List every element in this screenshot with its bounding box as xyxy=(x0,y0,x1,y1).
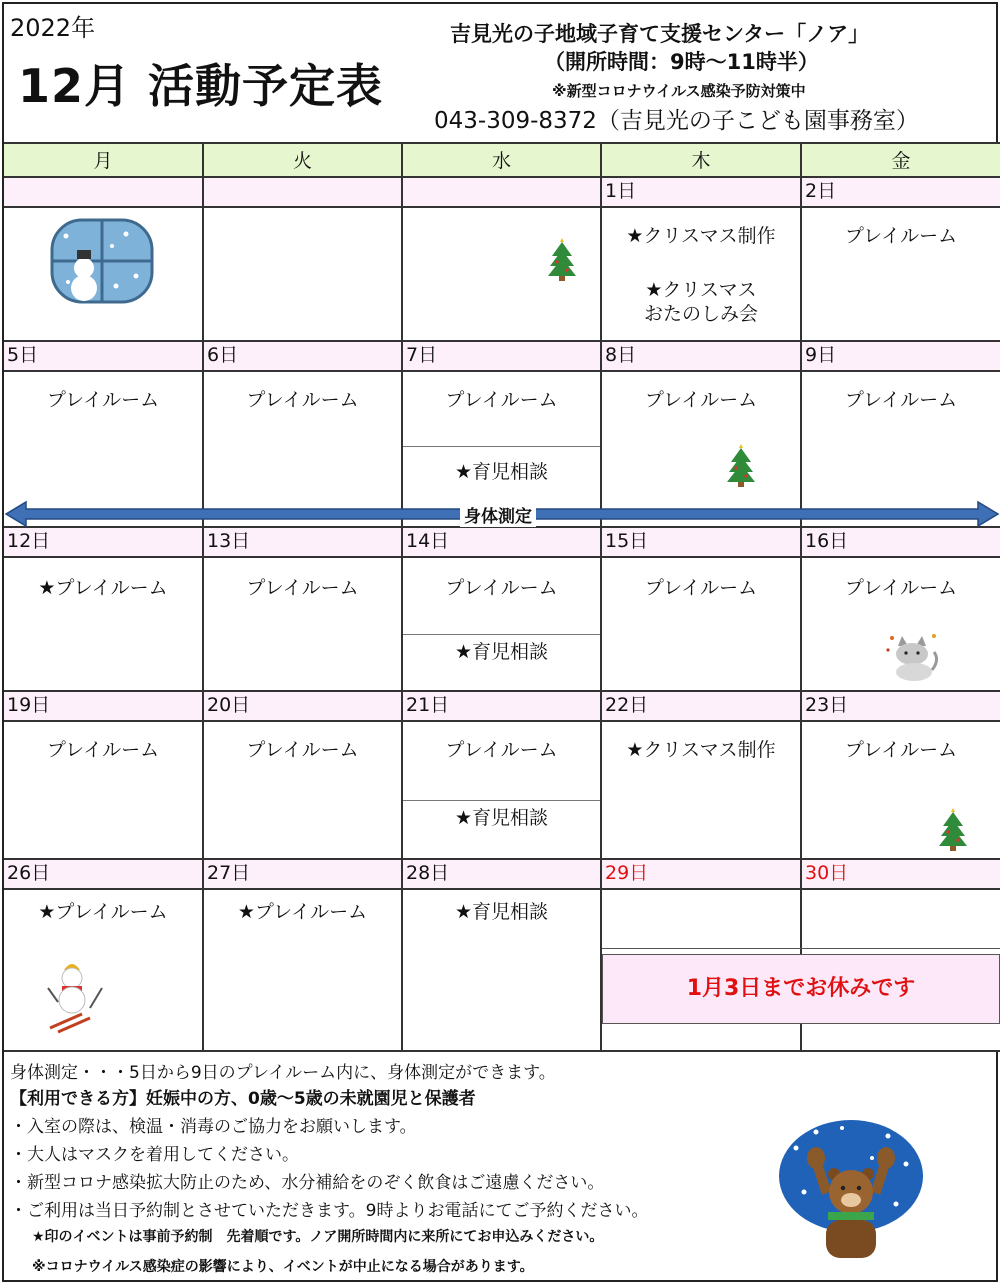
note-item: ・新型コロナ感染拡大防止のため、水分補給をのぞく飲食はご遠慮ください。 xyxy=(10,1173,605,1193)
event-label: ★クリスマス制作 xyxy=(626,225,776,247)
skiing-snowman-icon xyxy=(40,958,114,1034)
christmas-tree-icon xyxy=(547,238,577,282)
event-label: ★育児相談 xyxy=(454,641,549,663)
day-cell xyxy=(403,208,602,342)
christmas-tree-icon xyxy=(938,808,968,852)
day-cell xyxy=(204,208,403,342)
weekday-tue: 火 xyxy=(204,142,403,178)
year-label: 2022年 xyxy=(10,14,96,42)
date-cell: 28日 xyxy=(403,860,602,890)
cell-divider xyxy=(602,948,1000,949)
date-cell xyxy=(4,178,204,208)
phone-number: 043-309-8372（吉見光の子こども園事務室） xyxy=(434,108,919,134)
day-cell xyxy=(4,722,204,860)
date-cell: 16日 xyxy=(802,528,1000,558)
page-header xyxy=(4,4,1000,142)
cancellation-note: ※コロナウイルス感染症の影響により、イベントが中止になる場合があります。 xyxy=(32,1259,534,1275)
day-cell xyxy=(403,722,602,860)
date-cell: 14日 xyxy=(403,528,602,558)
christmas-tree-icon xyxy=(726,444,756,488)
opening-hours: （開所時間：9時～11時半） xyxy=(544,50,819,74)
event-label: ★育児相談 xyxy=(454,807,549,829)
cell-divider xyxy=(403,634,600,635)
date-cell: 27日 xyxy=(204,860,403,890)
event-label: プレイルーム xyxy=(844,225,958,247)
snowman-window-icon xyxy=(46,216,158,306)
event-label: ★クリスマス制作 xyxy=(626,739,776,761)
eligibility-note: 【利用できる方】妊娠中の方、0歳～5歳の未就園児と保護者 xyxy=(10,1089,476,1109)
date-cell: 20日 xyxy=(204,692,403,722)
date-cell: 9日 xyxy=(802,342,1000,372)
date-cell xyxy=(204,178,403,208)
date-cell xyxy=(403,178,602,208)
event-label: ★プレイルーム xyxy=(38,901,168,923)
date-cell-holiday: 30日 xyxy=(802,860,1000,890)
date-cell: 1日 xyxy=(602,178,802,208)
event-label: ★プレイルーム xyxy=(237,901,368,923)
weekday-wed: 水 xyxy=(403,142,602,178)
event-label: おたのしみ会 xyxy=(643,303,758,325)
event-label: プレイルーム xyxy=(844,389,958,411)
event-label: ★プレイルーム xyxy=(38,577,168,599)
body-measurement-note: 身体測定・・・5日から9日のプレイルーム内に、身体測定ができます。 xyxy=(10,1063,556,1083)
date-cell: 21日 xyxy=(403,692,602,722)
calendar-page xyxy=(2,2,998,1282)
day-cell xyxy=(802,558,1000,692)
note-item: ・ご利用は当日予約制とさせていただきます。9時よりお電話にてご予約ください。 xyxy=(10,1201,649,1221)
event-label: ★クリスマス xyxy=(645,279,757,301)
day-cell xyxy=(403,890,602,1052)
event-label: プレイルーム xyxy=(644,389,758,411)
date-cell: 19日 xyxy=(4,692,204,722)
event-label: プレイルーム xyxy=(246,739,359,761)
note-item: ・大人はマスクを着用してください。 xyxy=(10,1145,299,1165)
event-label: プレイルーム xyxy=(246,577,359,599)
date-cell: 2日 xyxy=(802,178,1000,208)
weekday-mon: 月 xyxy=(4,142,204,178)
date-cell: 8日 xyxy=(602,342,802,372)
day-cell xyxy=(204,722,403,860)
center-name: 吉見光の子地域子育て支援センター「ノア」 xyxy=(450,22,870,46)
event-label: プレイルーム xyxy=(445,739,558,761)
day-cell xyxy=(403,558,602,692)
day-cell xyxy=(602,208,802,342)
date-cell: 7日 xyxy=(403,342,602,372)
day-cell xyxy=(602,558,802,692)
event-label: プレイルーム xyxy=(644,577,758,599)
body-measurement-label: 身体測定 xyxy=(460,502,536,527)
event-label: プレイルーム xyxy=(844,577,958,599)
event-label: プレイルーム xyxy=(246,389,359,411)
reservation-note: ★印のイベントは事前予約制 先着順です。ノア開所時間内に来所にてお申込みください。 xyxy=(32,1229,604,1245)
date-cell: 22日 xyxy=(602,692,802,722)
event-label: プレイルーム xyxy=(46,389,160,411)
page-title: 12月 活動予定表 xyxy=(18,59,384,113)
event-label: ★育児相談 xyxy=(454,461,549,483)
date-cell: 5日 xyxy=(4,342,204,372)
cell-divider xyxy=(403,800,600,801)
date-cell: 6日 xyxy=(204,342,403,372)
holiday-banner: 1月3日までお休みです xyxy=(602,954,1000,1024)
day-cell xyxy=(4,890,204,1052)
event-label: プレイルーム xyxy=(46,739,160,761)
day-cell xyxy=(802,208,1000,342)
date-cell-holiday: 29日 xyxy=(602,860,802,890)
weekday-fri: 金 xyxy=(802,142,1000,178)
date-cell: 26日 xyxy=(4,860,204,890)
day-cell xyxy=(204,890,403,1052)
date-cell: 23日 xyxy=(802,692,1000,722)
footer-notes xyxy=(4,1054,1000,1284)
event-label: プレイルーム xyxy=(445,577,558,599)
covid-notice: ※新型コロナウイルス感染予防対策中 xyxy=(552,82,806,100)
day-cell xyxy=(602,722,802,860)
date-cell: 15日 xyxy=(602,528,802,558)
cell-divider xyxy=(403,446,600,447)
day-cell xyxy=(802,722,1000,860)
day-cell xyxy=(4,208,204,342)
event-label: ★育児相談 xyxy=(454,901,549,923)
event-label: プレイルーム xyxy=(844,739,958,761)
day-cell xyxy=(4,558,204,692)
note-item: ・入室の際は、検温・消毒のご協力をお願いします。 xyxy=(10,1117,417,1137)
bear-snow-icon xyxy=(776,1118,926,1268)
event-label: プレイルーム xyxy=(445,389,558,411)
date-cell: 13日 xyxy=(204,528,403,558)
weekday-thu: 木 xyxy=(602,142,802,178)
day-cell xyxy=(204,558,403,692)
date-cell: 12日 xyxy=(4,528,204,558)
cat-icon xyxy=(884,630,940,682)
